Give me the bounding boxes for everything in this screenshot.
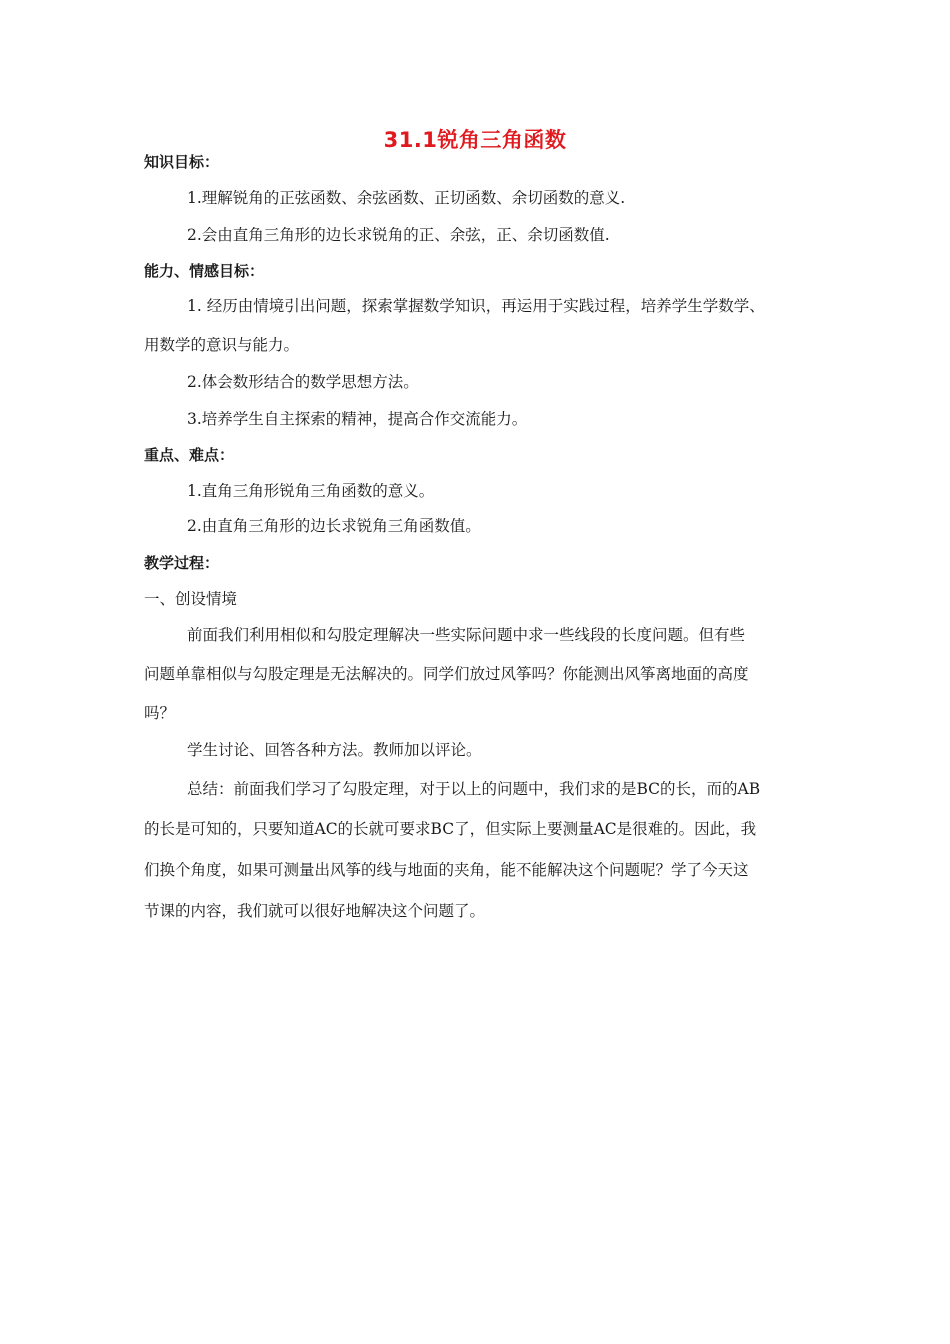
process-para1-line-3: 吗？	[144, 704, 176, 722]
key-points-item-1: 1.直角三角形锐角三角函数的意义。	[187, 482, 435, 500]
process-para3-line-2: 的长是可知的，只要知道AC的长就可要求BC了，但实际上要测量AC是很难的。因此，我	[144, 820, 757, 838]
ability-item-1-line-2: 用数学的意识与能力。	[144, 336, 300, 354]
key-points-heading: 重点、难点：	[144, 446, 235, 464]
ability-item-2: 2.体会数形结合的数学思想方法。	[187, 373, 419, 391]
knowledge-item-2: 2.会由直角三角形的边长求锐角的正、余弦，正、余切函数值.	[187, 226, 610, 244]
process-para2: 学生讨论、回答各种方法。教师加以评论。	[187, 741, 482, 759]
ability-item-1-line-1: 1. 经历由情境引出问题，探索掌握数学知识，再运用于实践过程，培养学生学数学、	[187, 297, 765, 315]
process-para1-line-1: 前面我们利用相似和勾股定理解决一些实际问题中求一些线段的长度问题。但有些	[187, 626, 746, 644]
document-title: 31.1锐角三角函数	[383, 128, 567, 152]
ability-item-3: 3.培养学生自主探索的精神，提高合作交流能力。	[187, 410, 528, 428]
process-para3-line-4: 节课的内容，我们就可以很好地解决这个问题了。	[144, 902, 486, 920]
ability-heading: 能力、情感目标：	[144, 262, 265, 280]
knowledge-heading: 知识目标：	[144, 153, 220, 171]
process-para1-line-2: 问题单靠相似与勾股定理是无法解决的。同学们放过风筝吗？你能测出风筝离地面的高度	[144, 665, 749, 683]
key-points-item-2: 2.由直角三角形的边长求锐角三角函数值。	[187, 517, 481, 535]
process-subheading: 一、创设情境	[144, 590, 238, 608]
process-para3-line-1: 总结：前面我们学习了勾股定理，对于以上的问题中，我们求的是BC的长，而的AB	[187, 780, 761, 798]
process-heading: 教学过程：	[144, 554, 220, 572]
process-para3-line-3: 们换个角度，如果可测量出风筝的线与地面的夹角，能不能解决这个问题呢？学了今天这	[144, 861, 749, 879]
knowledge-item-1: 1.理解锐角的正弦函数、余弦函数、正切函数、余切函数的意义.	[187, 189, 626, 207]
